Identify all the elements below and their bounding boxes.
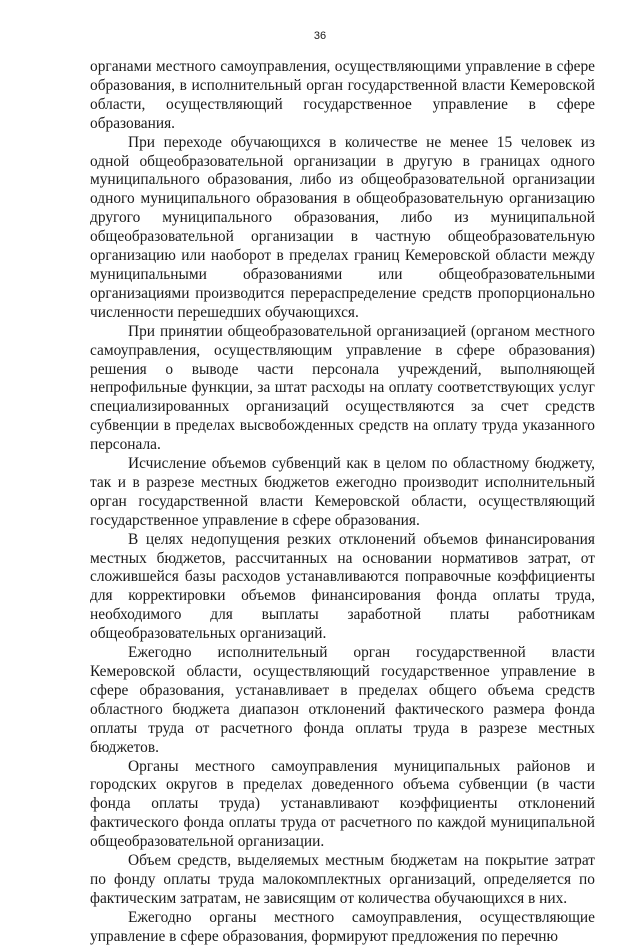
paragraph-2: При переходе обучающихся в количестве не менее 15 человек из одной общеобразовательной организации в другую в границах одного муниципального образования, либо из общеобразовательной организации одного муниципального образования в общеобразовательную организацию другого муниципального образования, либо из муниципальной общеобразовательной организации в частную общеобразовательную организацию или наоборот в пределах границ Кемеровской области между муниципальными образованиями или общеобразовательными организациями производится перераспределение средств пропорционально численности перешедших обучающихся. [90,133,595,321]
paragraph-9: Ежегодно органы местного самоуправления, осуществляющие управление в сфере образования, формируют предложения по перечню [90,908,595,945]
paragraph-3: При принятии общеобразовательной организацией (органом местного самоуправления, осуществляющим управление в сфере образования) решения о выводе части персонала учреждений, выполняющей непрофильные функции, за штат расходы на оплату соответствующих услуг специализированных организаций осуществляются за счет средств субвенции в пределах высвобожденных средств на оплату труда указанного персонала. [90,322,595,454]
page-number: 36 [313,30,327,42]
paragraph-7: Органы местного самоуправления муниципальных районов и городских округов в пределах доведенного объема субвенции (в части фонда оплаты труда) устанавливают коэффициенты отклонений фактического фонда оплаты труда от расчетного по каждой муниципальной общеобразовательной организации. [90,757,595,851]
paragraph-8: Объем средств, выделяемых местным бюджетам на покрытие затрат по фонду оплаты труда малокомплектных организаций, определяется по фактическим затратам, не зависящим от количества обучающихся в них. [90,852,595,907]
document-body [90,58,595,947]
paragraph-5: В целях недопущения резких отклонений объемов финансирования местных бюджетов, рассчитанных на основании нормативов затрат, от сложившейся базы расходов устанавливаются поправочные коэффициенты для корректировки объемов финансирования фонда оплаты труда, необходимого для выплаты заработной платы работникам общеобразовательных организаций. [90,530,595,643]
paragraph-6: Ежегодно исполнительный орган государственной власти Кемеровской области, осуществляющий государственное управление в сфере образования, устанавливает в пределах общего объема средств областного бюджета диапазон отклонений фактического размера фонда оплаты труда от расчетного фонда оплаты труда в разрезе местных бюджетов. [90,644,595,756]
paragraph-4: Исчисление объемов субвенций как в целом по областному бюджету, так и в разрезе местных бюджетов ежегодно производит исполнительный орган государственной власти Кемеровской области, осуществляющий государственное управление в сфере образования. [90,455,595,529]
paragraph-1: органами местного самоуправления, осуществляющими управление в сфере образования, в исполнительный орган государственной власти Кемеровской области, осуществляющий государственное управление в сфере образования. [90,58,595,132]
